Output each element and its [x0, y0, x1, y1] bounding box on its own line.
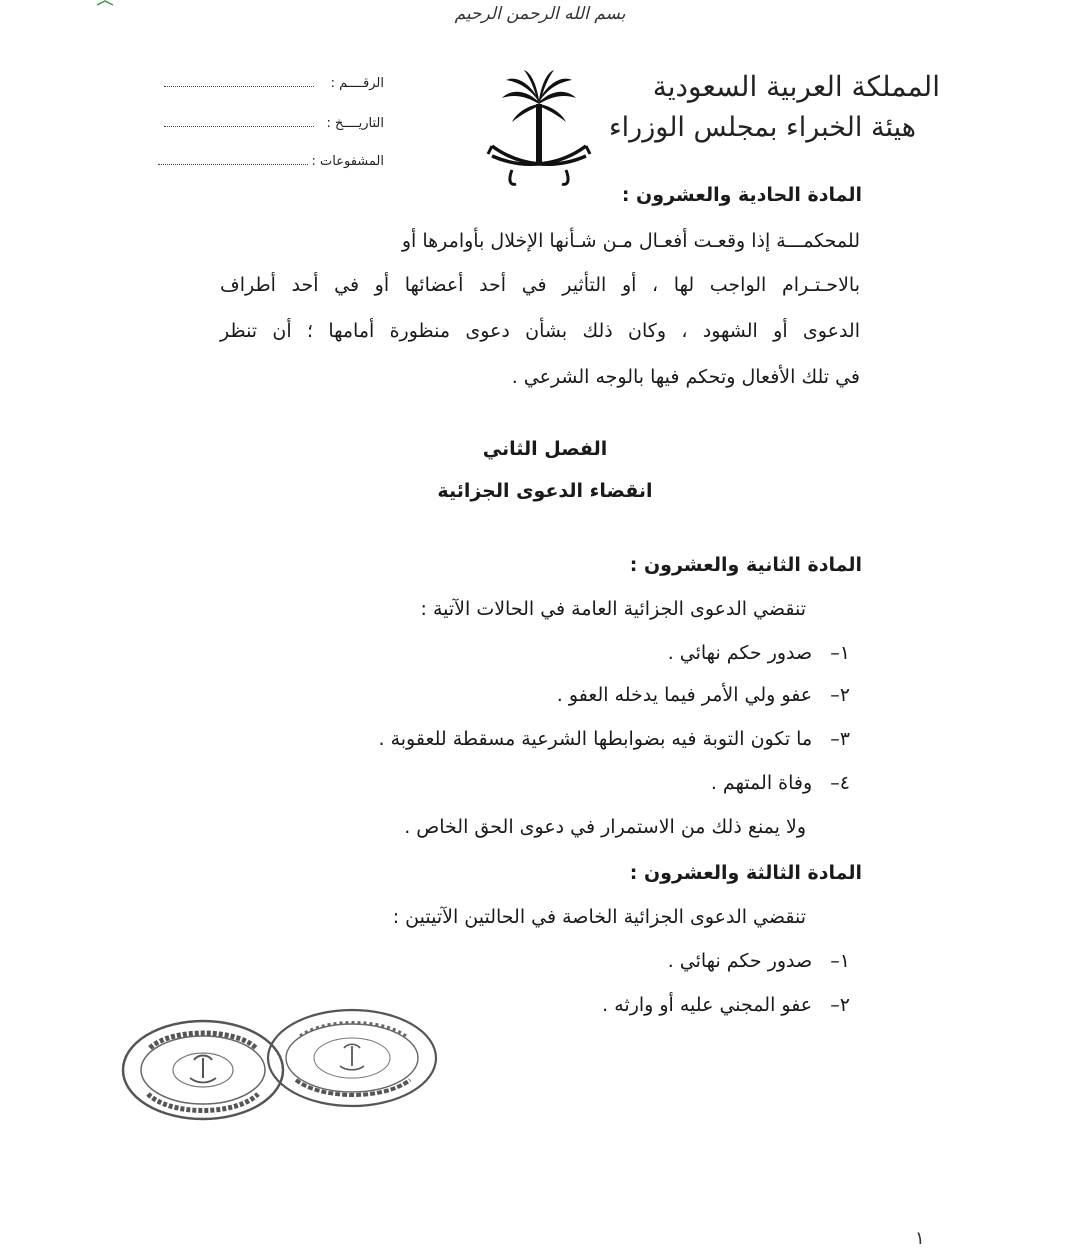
attachments-label: المشفوعات : — [311, 154, 384, 169]
list-item-number: ٢ — [839, 684, 850, 706]
list-item: ١– صدور حكم نهائي . — [667, 642, 850, 664]
article-21-line-1: للمحكمـــة إذا وقعـت أفعـال مـن شـأنها الإخلال بأوامرها أو — [401, 230, 860, 252]
list-item: ٤– وفاة المتهم . — [710, 772, 850, 794]
article-21-heading: المادة الحادية والعشرون : — [621, 184, 862, 206]
attachments-field — [158, 154, 384, 169]
list-item-text: صدور حكم نهائي . — [667, 642, 813, 664]
date-label: التاريــــخ : — [326, 116, 384, 131]
corner-mark — [96, 0, 114, 6]
reference-number-field — [164, 76, 384, 91]
list-item: ٢– عفو ولي الأمر فيما يدخله العفو . — [556, 684, 850, 706]
page-number: ١ — [915, 1228, 925, 1249]
date-field — [164, 116, 384, 131]
org-name: المملكة العربية السعودية — [652, 70, 940, 103]
dotted-line — [158, 155, 308, 165]
list-item-text: ما تكون التوبة فيه بضوابطها الشرعية مسقطة للعقوبة . — [378, 728, 813, 750]
article-21-line-2: بالاحـتـرام الواجب لها ، أو التأثير في أحد أعضائها أو في أحد أطراف — [220, 274, 860, 296]
article-22-note: ولا يمنع ذلك من الاستمرار في دعوى الحق الخاص . — [404, 816, 806, 838]
palm-swords-emblem-icon — [484, 66, 594, 190]
list-item-number: ٣ — [839, 728, 850, 750]
article-21-line-3: الدعوى أو الشهود ، وكان ذلك بشأن دعوى منظورة أمامها ؛ أن تنظر — [220, 320, 860, 342]
list-item-text: عفو ولي الأمر فيما يدخله العفو . — [556, 684, 813, 706]
list-item-text: وفاة المتهم . — [710, 772, 813, 794]
article-21-line-4: في تلك الأفعال وتحكم فيها بالوجه الشرعي . — [511, 366, 860, 388]
chapter-title: الفصل الثاني — [482, 438, 608, 460]
article-22-intro: تنقضي الدعوى الجزائية العامة في الحالات الآتية : — [420, 598, 806, 620]
reference-number-label: الرقــــم : — [330, 76, 384, 91]
list-item-number: ١ — [839, 642, 850, 664]
chapter-subtitle: انقضاء الدعوى الجزائية — [437, 480, 653, 502]
official-seal-experts-commission — [264, 1006, 440, 1110]
official-seal-secretariat — [120, 1018, 286, 1122]
list-item-text: عفو المجني عليه أو وارثه . — [602, 994, 813, 1016]
basmala: بسم الله الرحمن الرحيم — [454, 4, 626, 24]
article-23-heading: المادة الثالثة والعشرون : — [629, 862, 862, 884]
list-item: ١– صدور حكم نهائي . — [667, 950, 850, 972]
list-item: ٢– عفو المجني عليه أو وارثه . — [602, 994, 850, 1016]
org-department: هيئة الخبراء بمجلس الوزراء — [608, 112, 916, 143]
article-23-intro: تنقضي الدعوى الجزائية الخاصة في الحالتين الآتيتين : — [392, 906, 806, 928]
list-item-number: ١ — [839, 950, 850, 972]
list-item-number: ٤ — [839, 772, 850, 794]
list-item: ٣– ما تكون التوبة فيه بضوابطها الشرعية مسقطة للعقوبة . — [378, 728, 850, 750]
list-item-text: صدور حكم نهائي . — [667, 950, 813, 972]
list-item-number: ٢ — [839, 994, 850, 1016]
dotted-line — [164, 77, 314, 87]
dotted-line — [164, 117, 314, 127]
article-22-heading: المادة الثانية والعشرون : — [629, 554, 862, 576]
